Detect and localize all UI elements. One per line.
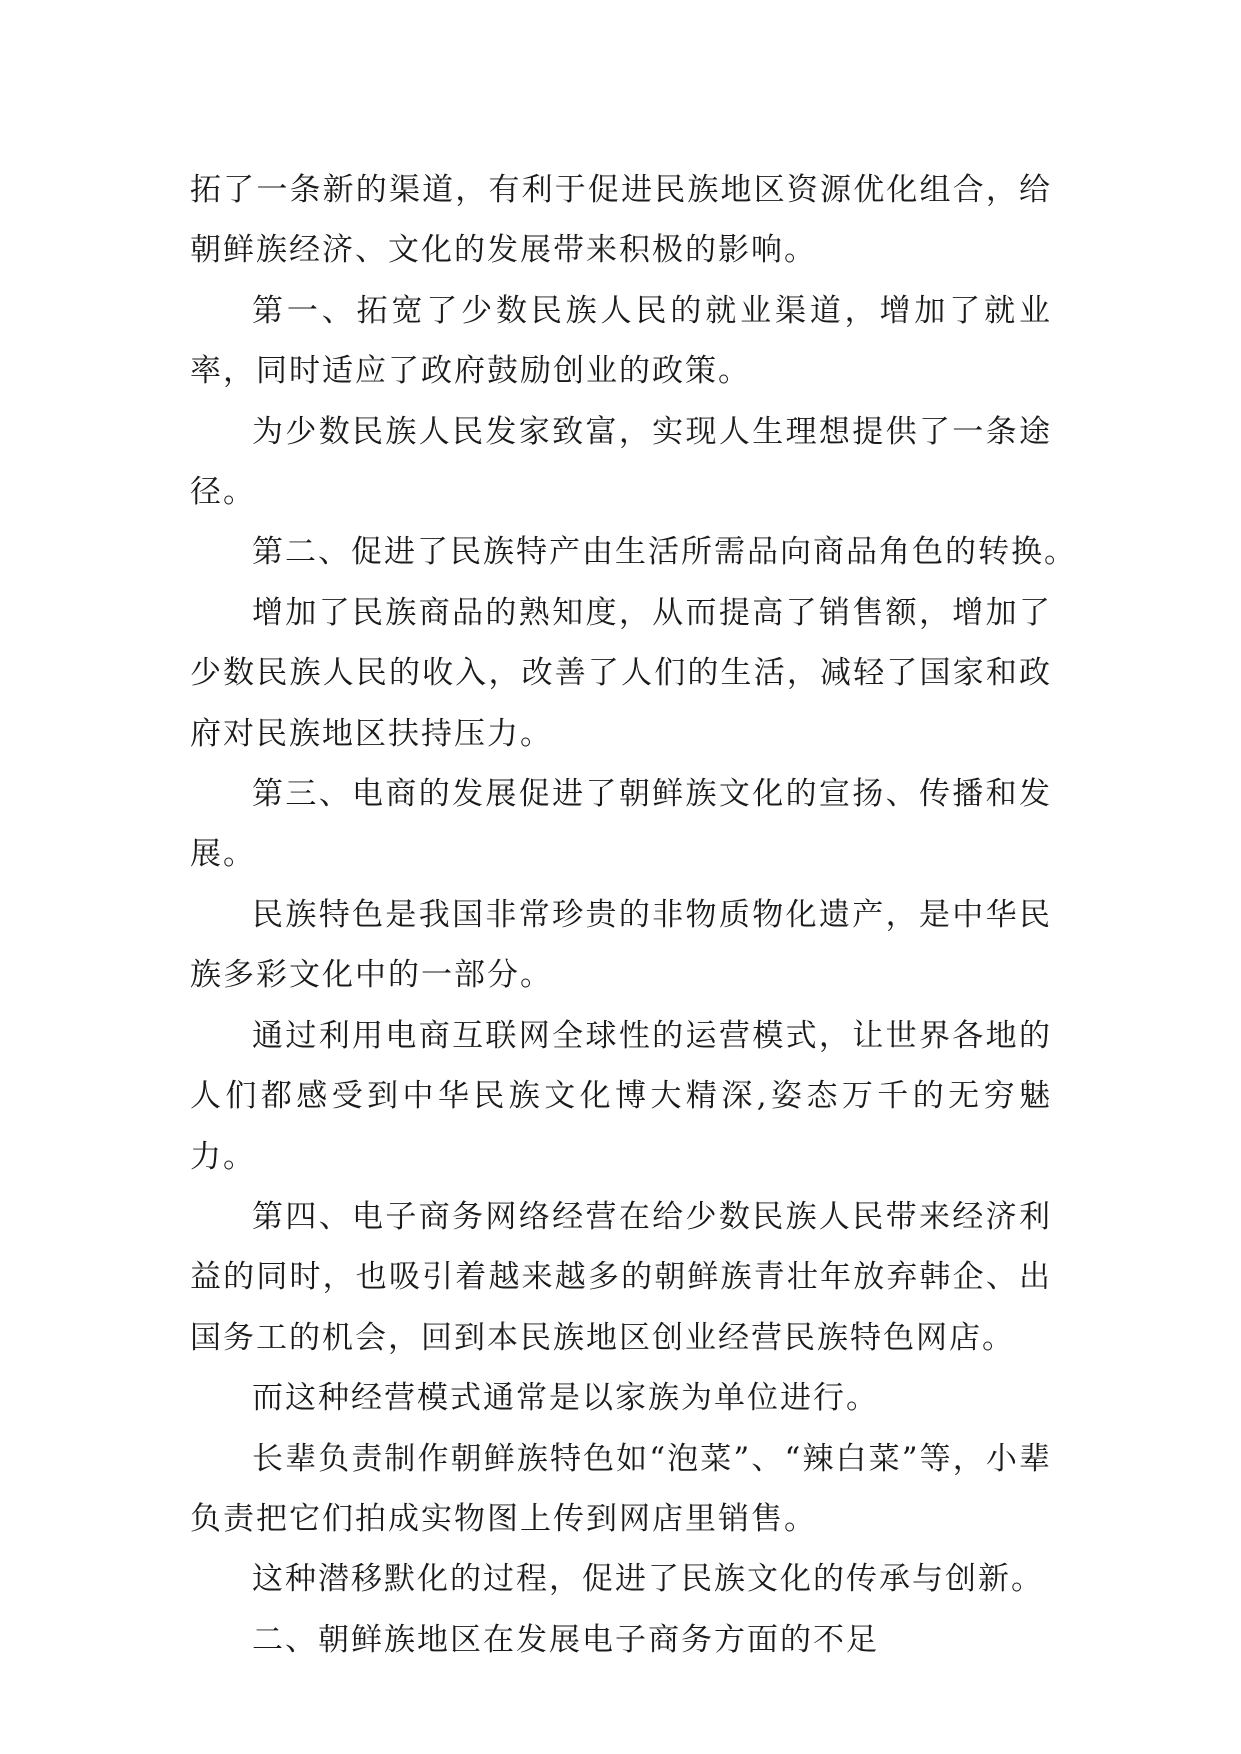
paragraph: 增加了民族商品的熟知度，从而提高了销售额，增加了少数民族人民的收入，改善了人们的生活，减轻了国家和政府对民族地区扶持压力。 <box>190 594 1052 752</box>
paragraph-point-two: 第二、促进了民族特产由生活所需品向商品角色的转换。 <box>252 534 1077 571</box>
body-text <box>190 160 1077 1670</box>
paragraph-point-three: 第三、电商的发展促进了朝鲜族文化的宣扬、传播和发展。 <box>190 776 1052 873</box>
paragraph-point-one: 第一、拓宽了少数民族人民的就业渠道，增加了就业率，同时适应了政府鼓励创业的政策。 <box>190 292 1052 390</box>
section-heading: 二、朝鲜族地区在发展电子商务方面的不足 <box>252 1621 879 1658</box>
paragraph: 通过利用电商互联网全球性的运营模式，让世界各地的人们都感受到中华民族文化博大精深,姿态万千的无穷魅力。 <box>190 1017 1052 1175</box>
paragraph: 为少数民族人民发家致富，实现人生理想提供了一条途径。 <box>190 413 1052 511</box>
paragraph: 而这种经营模式通常是以家族为单位进行。 <box>252 1380 879 1417</box>
paragraph-continuation: 拓了一条新的渠道，有利于促进民族地区资源优化组合，给朝鲜族经济、文化的发展带来积极的影响。 <box>190 172 1052 269</box>
paragraph: 这种潜移默化的过程，促进了民族文化的传承与创新。 <box>252 1561 1044 1598</box>
paragraph: 长辈负责制作朝鲜族特色如“泡菜”、“辣白菜”等，小辈负责把它们拍成实物图上传到网店里销售。 <box>190 1440 1052 1537</box>
paragraph-point-four: 第四、电子商务网络经营在给少数民族人民带来经济利益的同时，也吸引着越来越多的朝鲜族青壮年放弃韩企、出国务工的机会，回到本民族地区创业经营民族特色网店。 <box>190 1198 1052 1356</box>
paragraph: 民族特色是我国非常珍贵的非物质物化遗产，是中华民族多彩文化中的一部分。 <box>190 896 1052 994</box>
